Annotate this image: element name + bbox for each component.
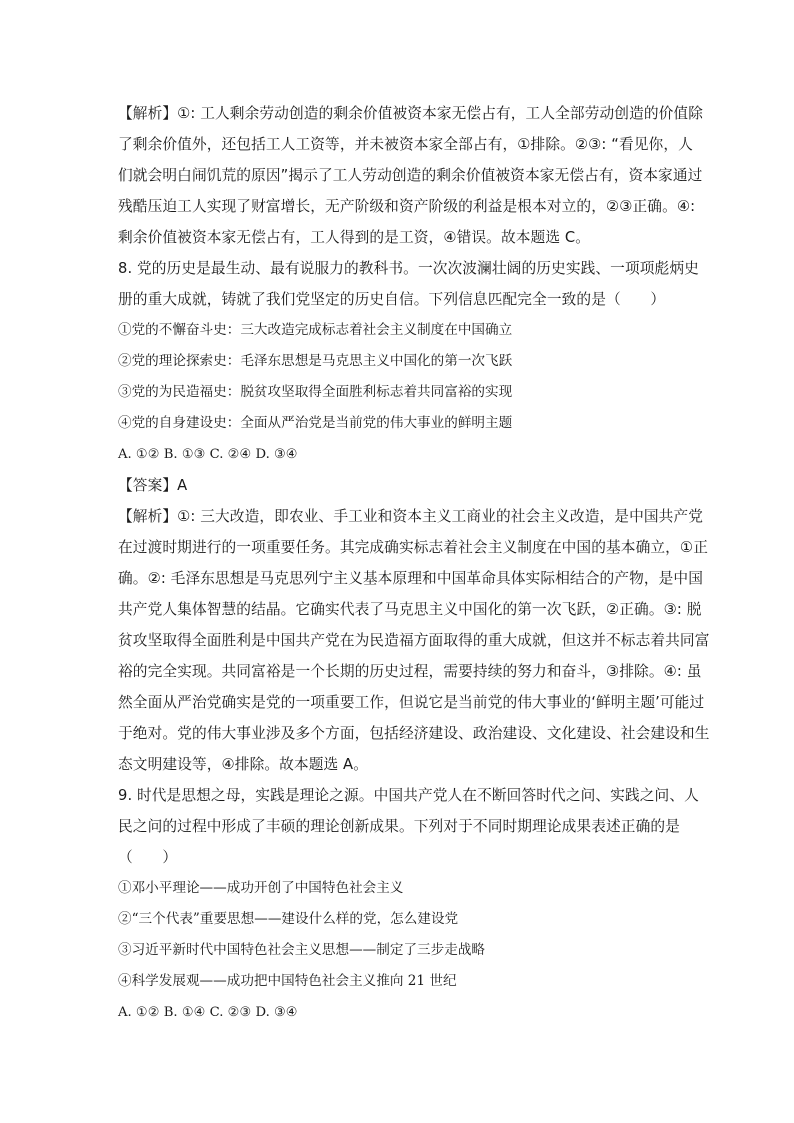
analysis-line: 然全面从严治党确实是党的一项重要工作，但说它是当前党的伟大事业的‘鲜明主题’可能过 [118,694,705,711]
analysis-line: 了剩余价值外，还包括工人工资等，并未被资本家全部占有，①排除。②③: “看见你，人 [118,136,693,153]
statement-item: ③习近平新时代中国特色社会主义思想——制定了三步走战略 [118,942,486,958]
answer-options: A. ①② B. ①③ C. ②④ D. ③④ [118,447,298,462]
analysis-line: 【解析】①: 工人剩余劳动创造的剩余价值被资本家无偿占有，工人全部劳动创造的价值除 [118,105,704,122]
question-stem-line: 册的重大成就，铸就了我们党坚定的历史自信。下列信息匹配完全一致的是（ ） [118,291,666,308]
answer-key: 【答案】A [118,477,188,494]
answer-options: A. ①② B. ①④ C. ②③ D. ③④ [118,1005,298,1020]
document-page [118,98,710,1028]
analysis-line: 共产党人集体智慧的结晶。它确实代表了马克思主义中国化的第一次飞跃，②正确。③: 脱 [118,601,702,618]
question-8 [118,253,710,780]
analysis-line: 确。②: 毛泽东思想是马克思列宁主义基本原理和中国革命具体实际相结合的产物，是中国 [118,570,704,587]
question-stem-line: 9. 时代是思想之母，实践是理论之源。中国共产党人在不断回答时代之问、实践之问、人 [118,787,699,804]
question-9 [118,780,699,1028]
question-stem-line: 民之问的过程中形成了丰硕的理论创新成果。下列对于不同时期理论成果表述正确的是 [118,818,680,835]
statement-item: ①党的不懈奋斗史：三大改造完成标志着社会主义制度在中国确立 [118,322,513,338]
analysis-line: 在过渡时期进行的一项重要任务。其完成确实标志着社会主义制度在中国的基本确立，①正 [118,539,708,556]
analysis-line: 裕的完全实现。共同富裕是一个长期的历史过程，需要持续的努力和奋斗，③排除。④: 虽 [118,663,702,680]
analysis-line: 剩余价值被资本家无偿占有，工人得到的是工资，④错误。故本题选 C。 [118,229,591,246]
analysis-line: 于绝对。党的伟大事业涉及多个方面，包括经济建设、政治建设、文化建设、社会建设和生 [118,725,710,742]
analysis-line: 残酷压迫工人实现了财富增长，无产阶级和资产阶级的利益是根本对立的，②③正确。④: [118,198,696,215]
analysis-line: 【解析】①: 三大改造，即农业、手工业和资本主义工商业的社会主义改造，是中国共产党 [118,508,704,525]
statement-item: ②党的理论探索史：毛泽东思想是马克思主义中国化的第一次飞跃 [118,353,513,369]
analysis-previous-question [118,98,704,253]
analysis-line: 贫攻坚取得全面胜利是中国共产党在为民造福方面取得的重大成就，但这并不标志着共同富 [118,632,710,649]
analysis-line: 们就会明白闹饥荒的原因”揭示了工人劳动创造的剩余价值被资本家无偿占有，资本家通过 [118,167,703,184]
question-stem-line: 8. 党的历史是最生动、最有说服力的教科书。一次次波澜壮阔的历史实践、一项项彪炳史 [118,260,699,277]
statement-item: ①邓小平理论——成功开创了中国特色社会主义 [118,880,404,896]
statement-item: ④科学发展观——成功把中国特色社会主义推向 21 世纪 [118,973,457,989]
question-stem-line: （ ） [118,849,178,866]
statement-item: ④党的自身建设史：全面从严治党是当前党的伟大事业的鲜明主题 [118,415,513,431]
analysis-line: 态文明建设等，④排除。故本题选 A。 [118,756,368,773]
statement-item: ③党的为民造福史：脱贫攻坚取得全面胜利标志着共同富裕的实现 [118,384,513,400]
statement-item: ②“三个代表”重要思想——建设什么样的党，怎么建设党 [118,911,459,927]
